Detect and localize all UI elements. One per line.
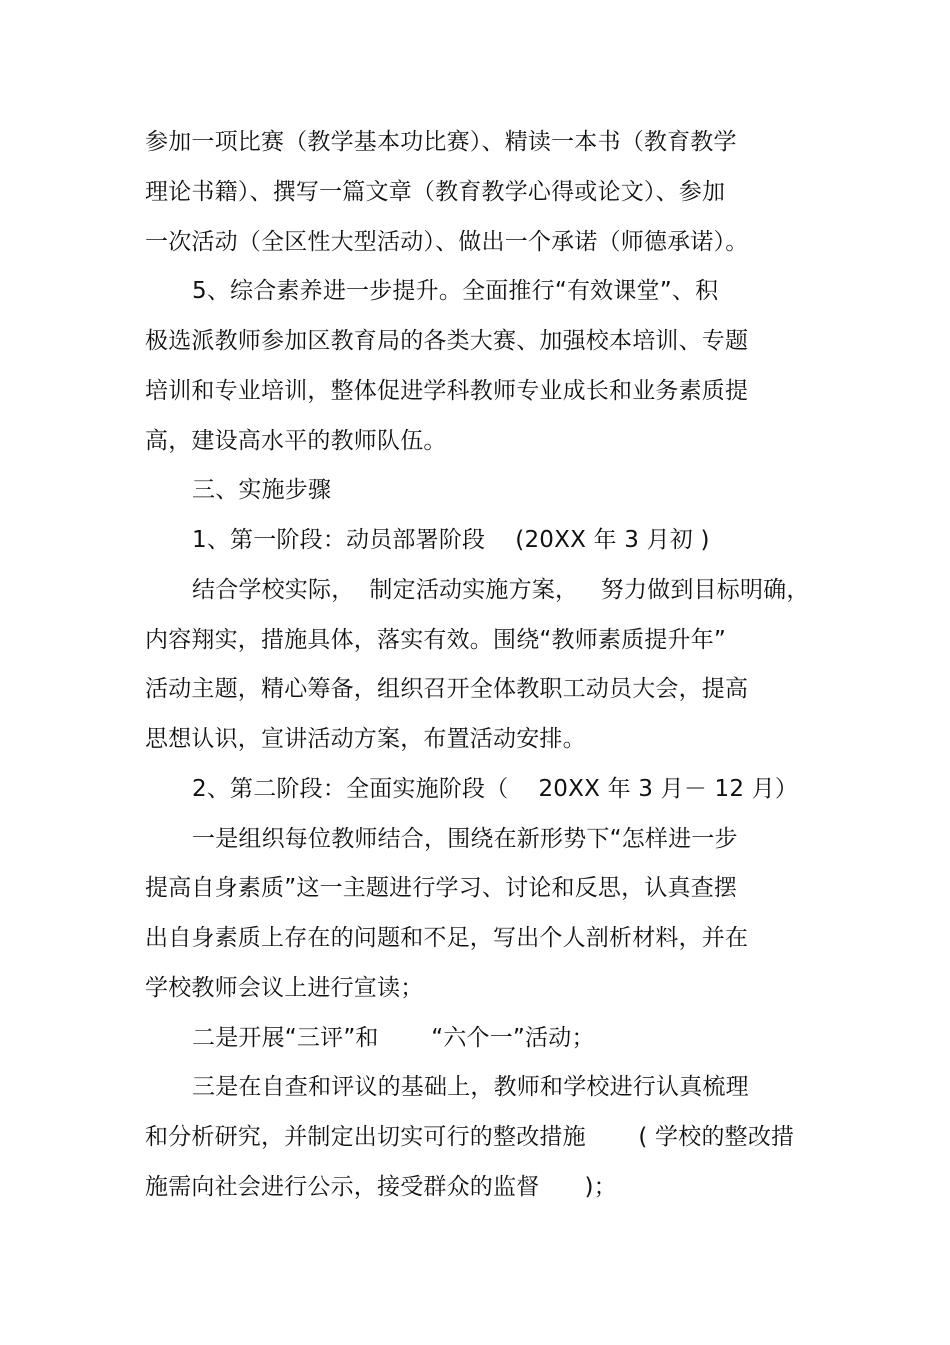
- text-line-21: 和分析研究，并制定出切实可行的整改措施 ( 学校的整改措: [145, 1124, 795, 1150]
- text-line-16: 提高自身素质”这一主题进行学习、讨论和反思，认真查摆: [145, 875, 738, 901]
- text-line-17: 出自身素质上存在的问题和不足，写出个人剖析材料，并在: [145, 925, 749, 951]
- text-line-11: 内容翔实，措施具体，落实有效。围绕“教师素质提升年”: [145, 627, 727, 653]
- section-heading: 三、实施步骤: [192, 477, 332, 503]
- text-line-22: 施需向社会进行公示，接受群众的监督 )；: [145, 1174, 617, 1200]
- text-line-10: 结合学校实际， 制定活动实施方案， 努力做到目标明确，: [192, 577, 810, 603]
- text-line-7: 高，建设高水平的教师队伍。: [145, 428, 447, 454]
- text-line-4: 5、综合素养进一步提升。全面推行“有效课堂”、积: [192, 278, 719, 304]
- text-line-15: 一是组织每位教师结合，围绕在新形势下“怎样进一步: [192, 826, 738, 852]
- text-line-18: 学校教师会议上进行宣读；: [145, 975, 424, 1001]
- text-line-1: 参加一项比赛（教学基本功比赛）、精读一本书（教育教学: [145, 129, 737, 155]
- text-line-5: 极选派教师参加区教育局的各类大赛、加强校本培训、专题: [145, 328, 749, 354]
- text-line-12: 活动主题，精心筹备，组织召开全体教职工动员大会，提高: [145, 676, 749, 702]
- text-line-2: 理论书籍）、撰写一篇文章（教育教学心得或论文）、参加: [145, 179, 726, 205]
- text-line-20: 三是在自查和评议的基础上，教师和学校进行认真梳理: [192, 1074, 749, 1100]
- text-line-3: 一次活动（全区性大型活动）、做出一个承诺（师德承诺）。: [145, 229, 749, 255]
- text-line-19: 二是开展“三评”和 “六个一”活动；: [192, 1025, 595, 1051]
- text-line-13: 思想认识，宣讲活动方案，布置活动安排。: [145, 726, 586, 752]
- text-line-6: 培训和专业培训，整体促进学科教师专业成长和业务素质提: [145, 378, 749, 404]
- stage-one-heading: 1、第一阶段：动员部署阶段 (20XX 年 3 月初 ): [192, 527, 710, 553]
- stage-two-heading: 2、第二阶段：全面实施阶段（ 20XX 年 3 月－ 12 月）: [192, 776, 799, 802]
